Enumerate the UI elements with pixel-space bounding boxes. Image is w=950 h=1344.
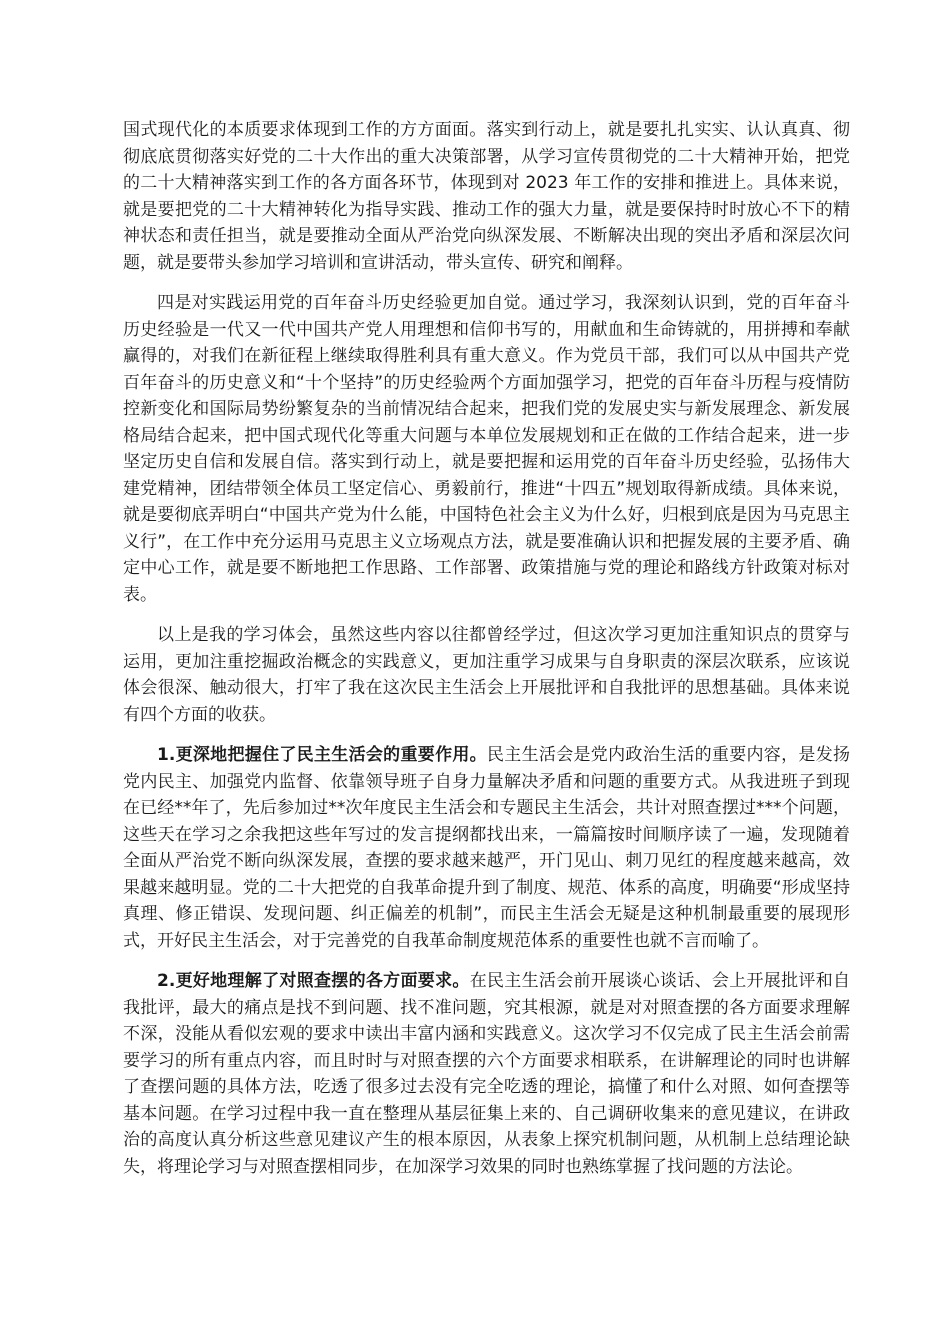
paragraph-text: 国式现代化的本质要求体现到工作的方方面面。落实到行动上，就是要扎扎实实、认认真真、彻彻底底贯彻落实好党的二十大作出的重大决策部署，从学习宣传贯彻党的二十大精神开始，把党的二十大精神落实到工作的各方面各环节，体现到对 2023 年工作的安排和推进上。具体来说，就是要把党的二十大精神转化为指导实践、推动工作的强大力量，就是要保持时时放心不下的精神状态和责任担当，就是要推动全面从严治党向纵深发展、不断解决出现的突出矛盾和深层次问题，就是要带头参加学习培训和宣讲活动，带头宣传、研究和阐释。 [123, 120, 850, 273]
paragraph-text: 四是对实践运用党的百年奋斗历史经验更加自觉。通过学习，我深刻认识到，党的百年奋斗历史经验是一代又一代中国共产党人用理想和信仰书写的，用献血和生命铸就的，用拼搏和奉献赢得的，对我们在新征程上继续取得胜利具有重大意义。作为党员干部，我们可以从中国共产党百年奋斗的历史意义和“十个坚持”的历史经验两个方面加强学习，把党的百年奋斗历程与疫情防控新变化和国际局势纷繁复杂的当前情况结合起来，把我们党的发展史实与新发展理念、新发展格局结合起来，把中国式现代化等重大问题与本单位发展规划和正在做的工作结合起来，进一步坚定历史自信和发展自信。落实到行动上，就是要把握和运用党的百年奋斗历史经验，弘扬伟大建党精神，团结带领全体员工坚定信心、勇毅前行，推进“十四五”规划取得新成绩。具体来说，就是要彻底弄明白“中国共产党为什么能，中国特色社会主义为什么好，归根到底是因为马克思主义行”，在工作中充分运用马克思主义立场观点方法，就是要准确认识和把握发展的主要矛盾、确定中心工作，就是要不断地把工作思路、工作部署、政策措施与党的理论和路线方针政策对标对表。 [123, 293, 850, 605]
paragraph-text: 在民主生活会前开展谈心谈话、会上开展批评和自我批评，最大的痛点是找不到问题、找不准问题，究其根源，就是对对照查摆的各方面要求理解不深，没能从看似宏观的要求中读出丰富内涵和实践意义。这次学习不仅完成了民主生活会前需要学习的所有重点内容，而且时时与对照查摆的六个方面要求相联系，在讲解理论的同时也讲解了查摆问题的具体方法，吃透了很多过去没有完全吃透的理论，搞懂了和什么对照、如何查摆等基本问题。在学习过程中我一直在整理从基层征集上来的、自己调研收集来的意见建议，在讲政治的高度认真分析这些意见建议产生的根本原因，从表象上探究机制问题，从机制上总结理论缺失，将理论学习与对照查摆相同步，在加深学习效果的同时也熟练掌握了找问题的方法论。 [123, 971, 850, 1177]
paragraph-text: 以上是我的学习体会，虽然这些内容以往都曾经学过，但这次学习更加注重知识点的贯穿与运用，更加注重挖掘政治概念的实践意义，更加注重学习成果与自身职责的深层次联系，应该说体会很深、触动很大，打牢了我在这次民主生活会上开展批评和自我批评的思想基础。具体来说有四个方面的收获。 [123, 625, 850, 725]
paragraph-heading: 1.更深地把握住了民主生活会的重要作用。 [157, 745, 487, 765]
paragraph-1 [123, 117, 850, 276]
paragraph-3 [123, 622, 850, 728]
paragraph-2 [123, 290, 850, 608]
paragraph-4 [123, 742, 850, 954]
paragraph-heading: 2.更好地理解了对照查摆的各方面要求。 [157, 971, 470, 991]
paragraph-5 [123, 968, 850, 1180]
paragraph-text: 民主生活会是党内政治生活的重要内容，是发扬党内民主、加强党内监督、依靠领导班子自身力量解决矛盾和问题的重要方式。从我进班子到现在已经**年了，先后参加过**次年度民主生活会和专题民主生活会，共计对照查摆过***个问题，这些天在学习之余我把这些年写过的发言提纲都找出来，一篇篇按时间顺序读了一遍，发现随着全面从严治党不断向纵深发展，查摆的要求越来越严，开门见山、刺刀见红的程度越来越高，效果越来越明显。党的二十大把党的自我革命提升到了制度、规范、体系的高度，明确要“形成坚持真理、修正错误、发现问题、纠正偏差的机制”，而民主生活会无疑是这种机制最重要的展现形式，开好民主生活会，对于完善党的自我革命制度规范体系的重要性也就不言而喻了。 [123, 745, 851, 951]
document-page [123, 117, 850, 1194]
